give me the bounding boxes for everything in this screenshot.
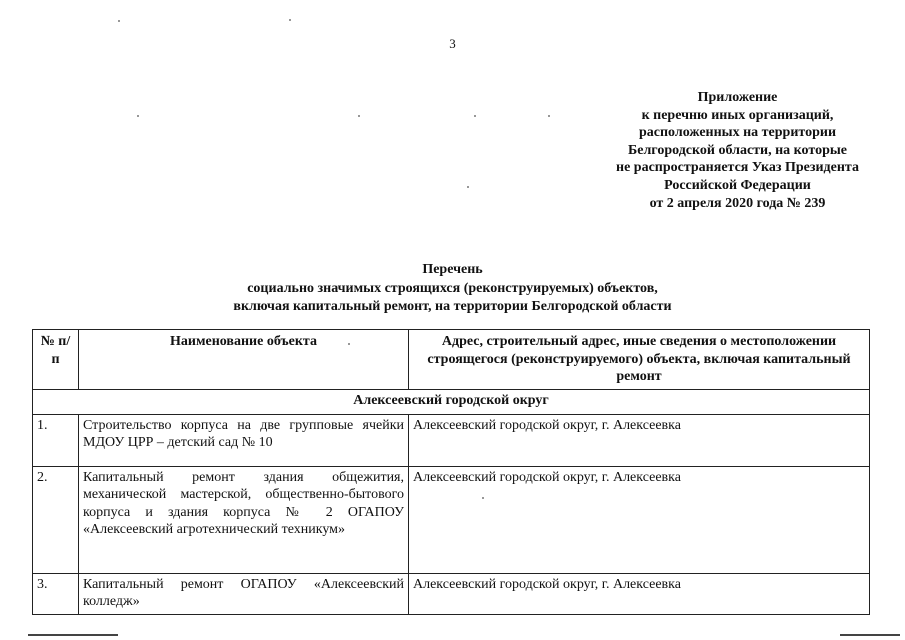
appendix-line: к перечню иных организаций, — [641, 107, 834, 123]
row-number: 3. — [33, 573, 79, 614]
title-line: социально значимых строящихся (реконструируемых) объектов, — [247, 280, 658, 296]
appendix-line: не распространяется Указ Президента — [616, 160, 859, 176]
table-row — [33, 414, 870, 466]
scan-speck — [348, 343, 350, 345]
scan-speck — [482, 497, 484, 499]
scan-speck — [548, 115, 550, 117]
appendix-line: Российской Федерации — [664, 177, 811, 193]
scan-speck — [467, 186, 469, 188]
scan-speck — [358, 115, 360, 117]
scan-speck — [474, 115, 476, 117]
title-line: включая капитальный ремонт, на территории Белгородской области — [233, 299, 672, 314]
table-row — [33, 466, 870, 573]
header-number: № п/п — [33, 330, 79, 390]
objects-table — [32, 329, 870, 615]
scan-speck — [137, 115, 139, 117]
appendix-line: от 2 апреля 2020 года № 239 — [649, 195, 826, 211]
appendix-line: Приложение — [697, 90, 778, 105]
appendix-block — [590, 89, 885, 212]
row-number: 1. — [33, 414, 79, 466]
row-object-name: Строительство корпуса на две групповые ячейки МДОУ ЦРР – детский сад № 10 — [79, 414, 409, 466]
row-address: Алексеевский городской округ, г. Алексеевка — [409, 573, 870, 614]
appendix-line: расположенных на территории — [638, 125, 837, 141]
row-number: 2. — [33, 466, 79, 573]
header-name: Наименование объекта — [79, 330, 409, 390]
row-address: Алексеевский городской округ, г. Алексеевка — [409, 414, 870, 466]
row-object-name: Капитальный ремонт ОГАПОУ «Алексеевский колледж» — [79, 573, 409, 614]
scan-speck — [118, 20, 120, 22]
document-title — [0, 261, 905, 317]
row-object-name: Капитальный ремонт здания общежития, механической мастерской, общественно-бытового корпуса и здания корпуса № 2 ОГАПОУ «Алексеевский агротехнический техникум» — [79, 466, 409, 573]
scan-edge-mark — [28, 634, 118, 636]
page-number: 3 — [449, 36, 456, 51]
section-row — [33, 389, 870, 414]
title-line: Перечень — [422, 262, 483, 277]
header-address: Адрес, строительный адрес, иные сведения о местоположении строящегося (реконструируемого) объекта, включая капитальный ремонт — [409, 330, 870, 390]
section-title: Алексеевский городской округ — [33, 389, 870, 414]
table-header-row — [33, 330, 870, 390]
scan-edge-mark — [840, 634, 900, 636]
scan-speck — [289, 19, 291, 21]
table-row — [33, 573, 870, 614]
row-address: Алексеевский городской округ, г. Алексеевка — [409, 466, 870, 573]
appendix-line: Белгородской области, на которые — [627, 142, 847, 158]
